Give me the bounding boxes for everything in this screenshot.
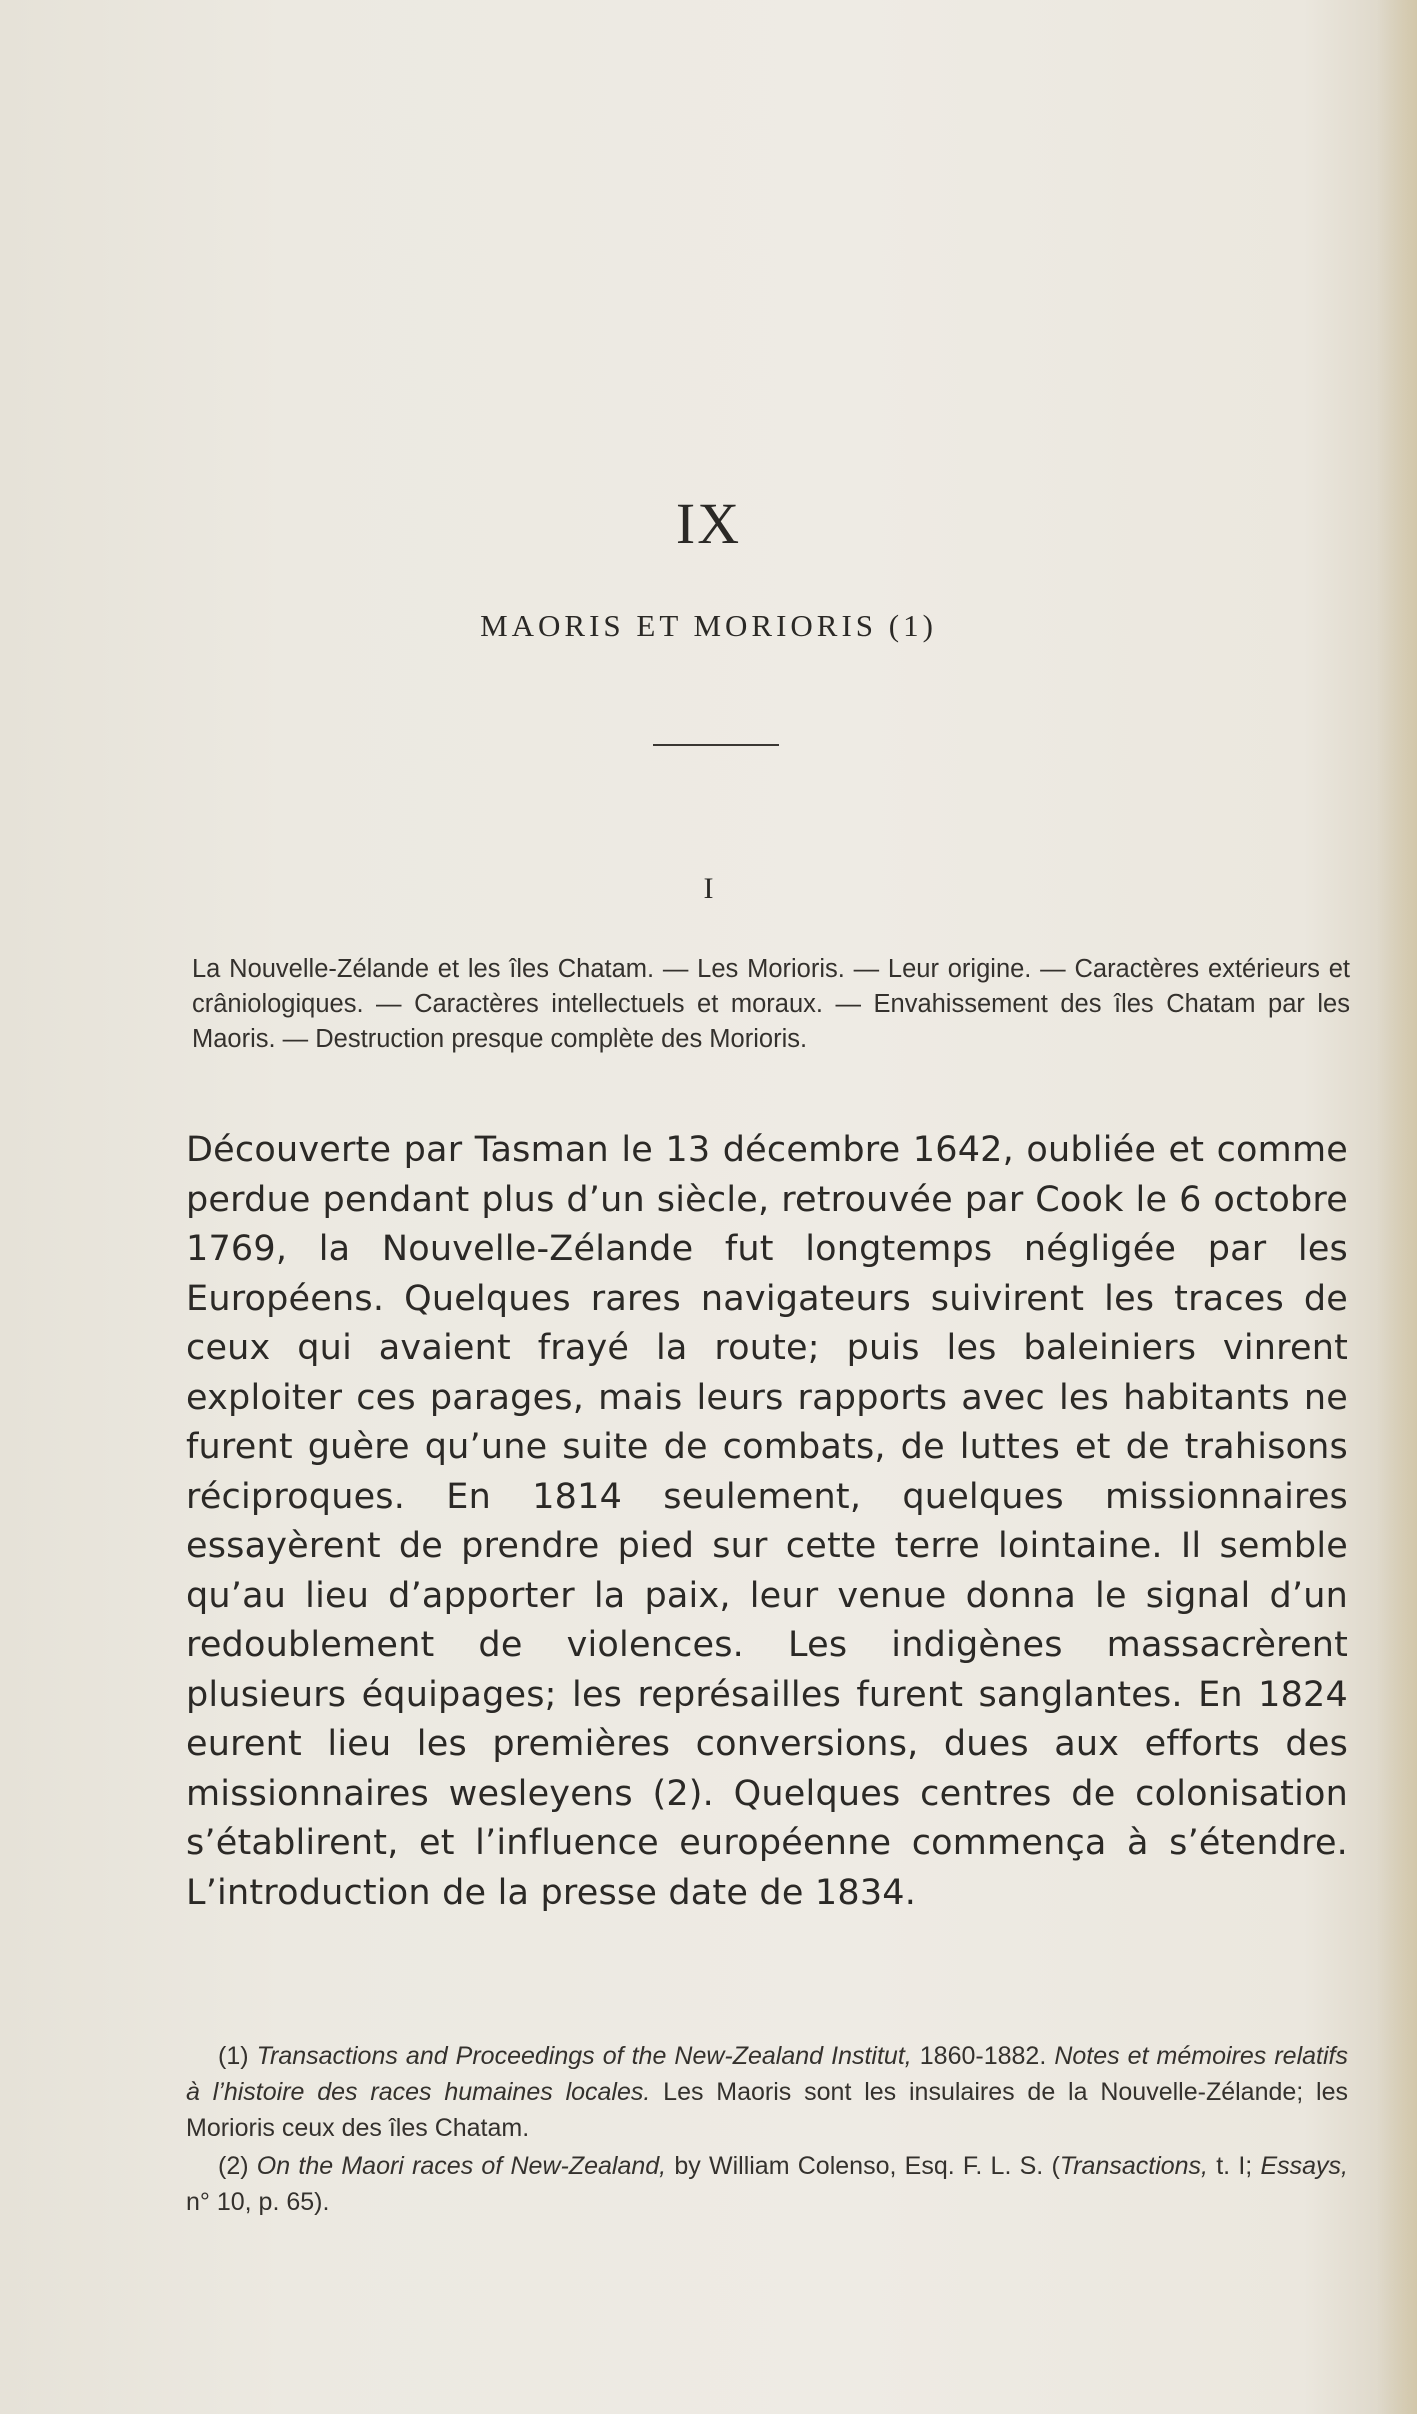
footnote-text-end: Les Maoris sont les insulaires de la Nouvelle-Zélande; les Morioris ceux des îles Chatam. — [186, 2078, 1349, 2142]
page-edge-shadow — [1377, 0, 1417, 2414]
footnote-title: On the Maori races of New-Zealand, — [256, 2152, 667, 2180]
footnote-text: 1860-1882. — [911, 2042, 1055, 2070]
footnote-text: by William Colenso, Esq. F. L. S. ( — [666, 2152, 1060, 2180]
footnote-2 — [186, 2148, 1348, 2220]
section-number: I — [703, 872, 714, 905]
footnote-subtitle: Transactions, — [1059, 2152, 1209, 2180]
footnote-marker: (1) — [218, 2042, 249, 2070]
footnote-subtitle: Notes et mémoires relatifs à l’histoire des races humaines locales. — [186, 2042, 1348, 2106]
chapter-number: IX — [675, 491, 742, 556]
footnote-essays: Essays, — [1260, 2152, 1348, 2180]
footnote-1 — [186, 2038, 1348, 2146]
chapter-title: MAORIS ET MORIORIS (1) — [480, 608, 937, 643]
footnote-marker: (2) — [218, 2152, 249, 2180]
footnote-text-mid: t. I; — [1208, 2152, 1261, 2180]
section-summary: La Nouvelle-Zélande et les îles Chatam. — Les Morioris. — Leur origine. — Caractères extérieurs et crâniologiques. — Caractères intellectuels et moraux. — Envahissement des îles Chatam par les Maoris. — Destruction presque complète des Morioris. — [192, 955, 1350, 1053]
body-paragraph: Découverte par Tasman le 13 décembre 1642, oubliée et comme perdue pendant plus d’un siècle, retrouvée par Cook le 6 octobre 1769, la Nouvelle-Zélande fut longtemps négligée par les Européens. Quelques rares navigateurs suivirent les traces de ceux qui avaient frayé la route; puis les baleiniers vinrent exploiter ces parages, mais leurs rapports avec les habitants ne furent guère qu’une suite de combats, de luttes et de trahisons réciproques. En 1814 seulement, quelques missionnaires essayèrent de prendre pied sur cette terre lointaine. Il semble qu’au lieu d’apporter la paix, leur venue donna le signal d’un redoublement de violences. Les indigènes massacrèrent plusieurs équipages; les représailles furent sanglantes. En 1824 eurent lieu les premières conversions, dues aux efforts des missionnaires wesleyens (2). Quelques centres de colonisation s’établirent, et l’influence européenne commença à s’étendre. L’introduction de la presse date de 1834. — [186, 1130, 1348, 1913]
footnotes — [186, 2038, 1348, 2222]
footnote-title: Transactions and Proceedings of the New-Zealand Institut, — [256, 2042, 912, 2070]
title-rule-divider — [653, 744, 779, 746]
footnote-text-end: n° 10, p. 65). — [186, 2188, 330, 2216]
